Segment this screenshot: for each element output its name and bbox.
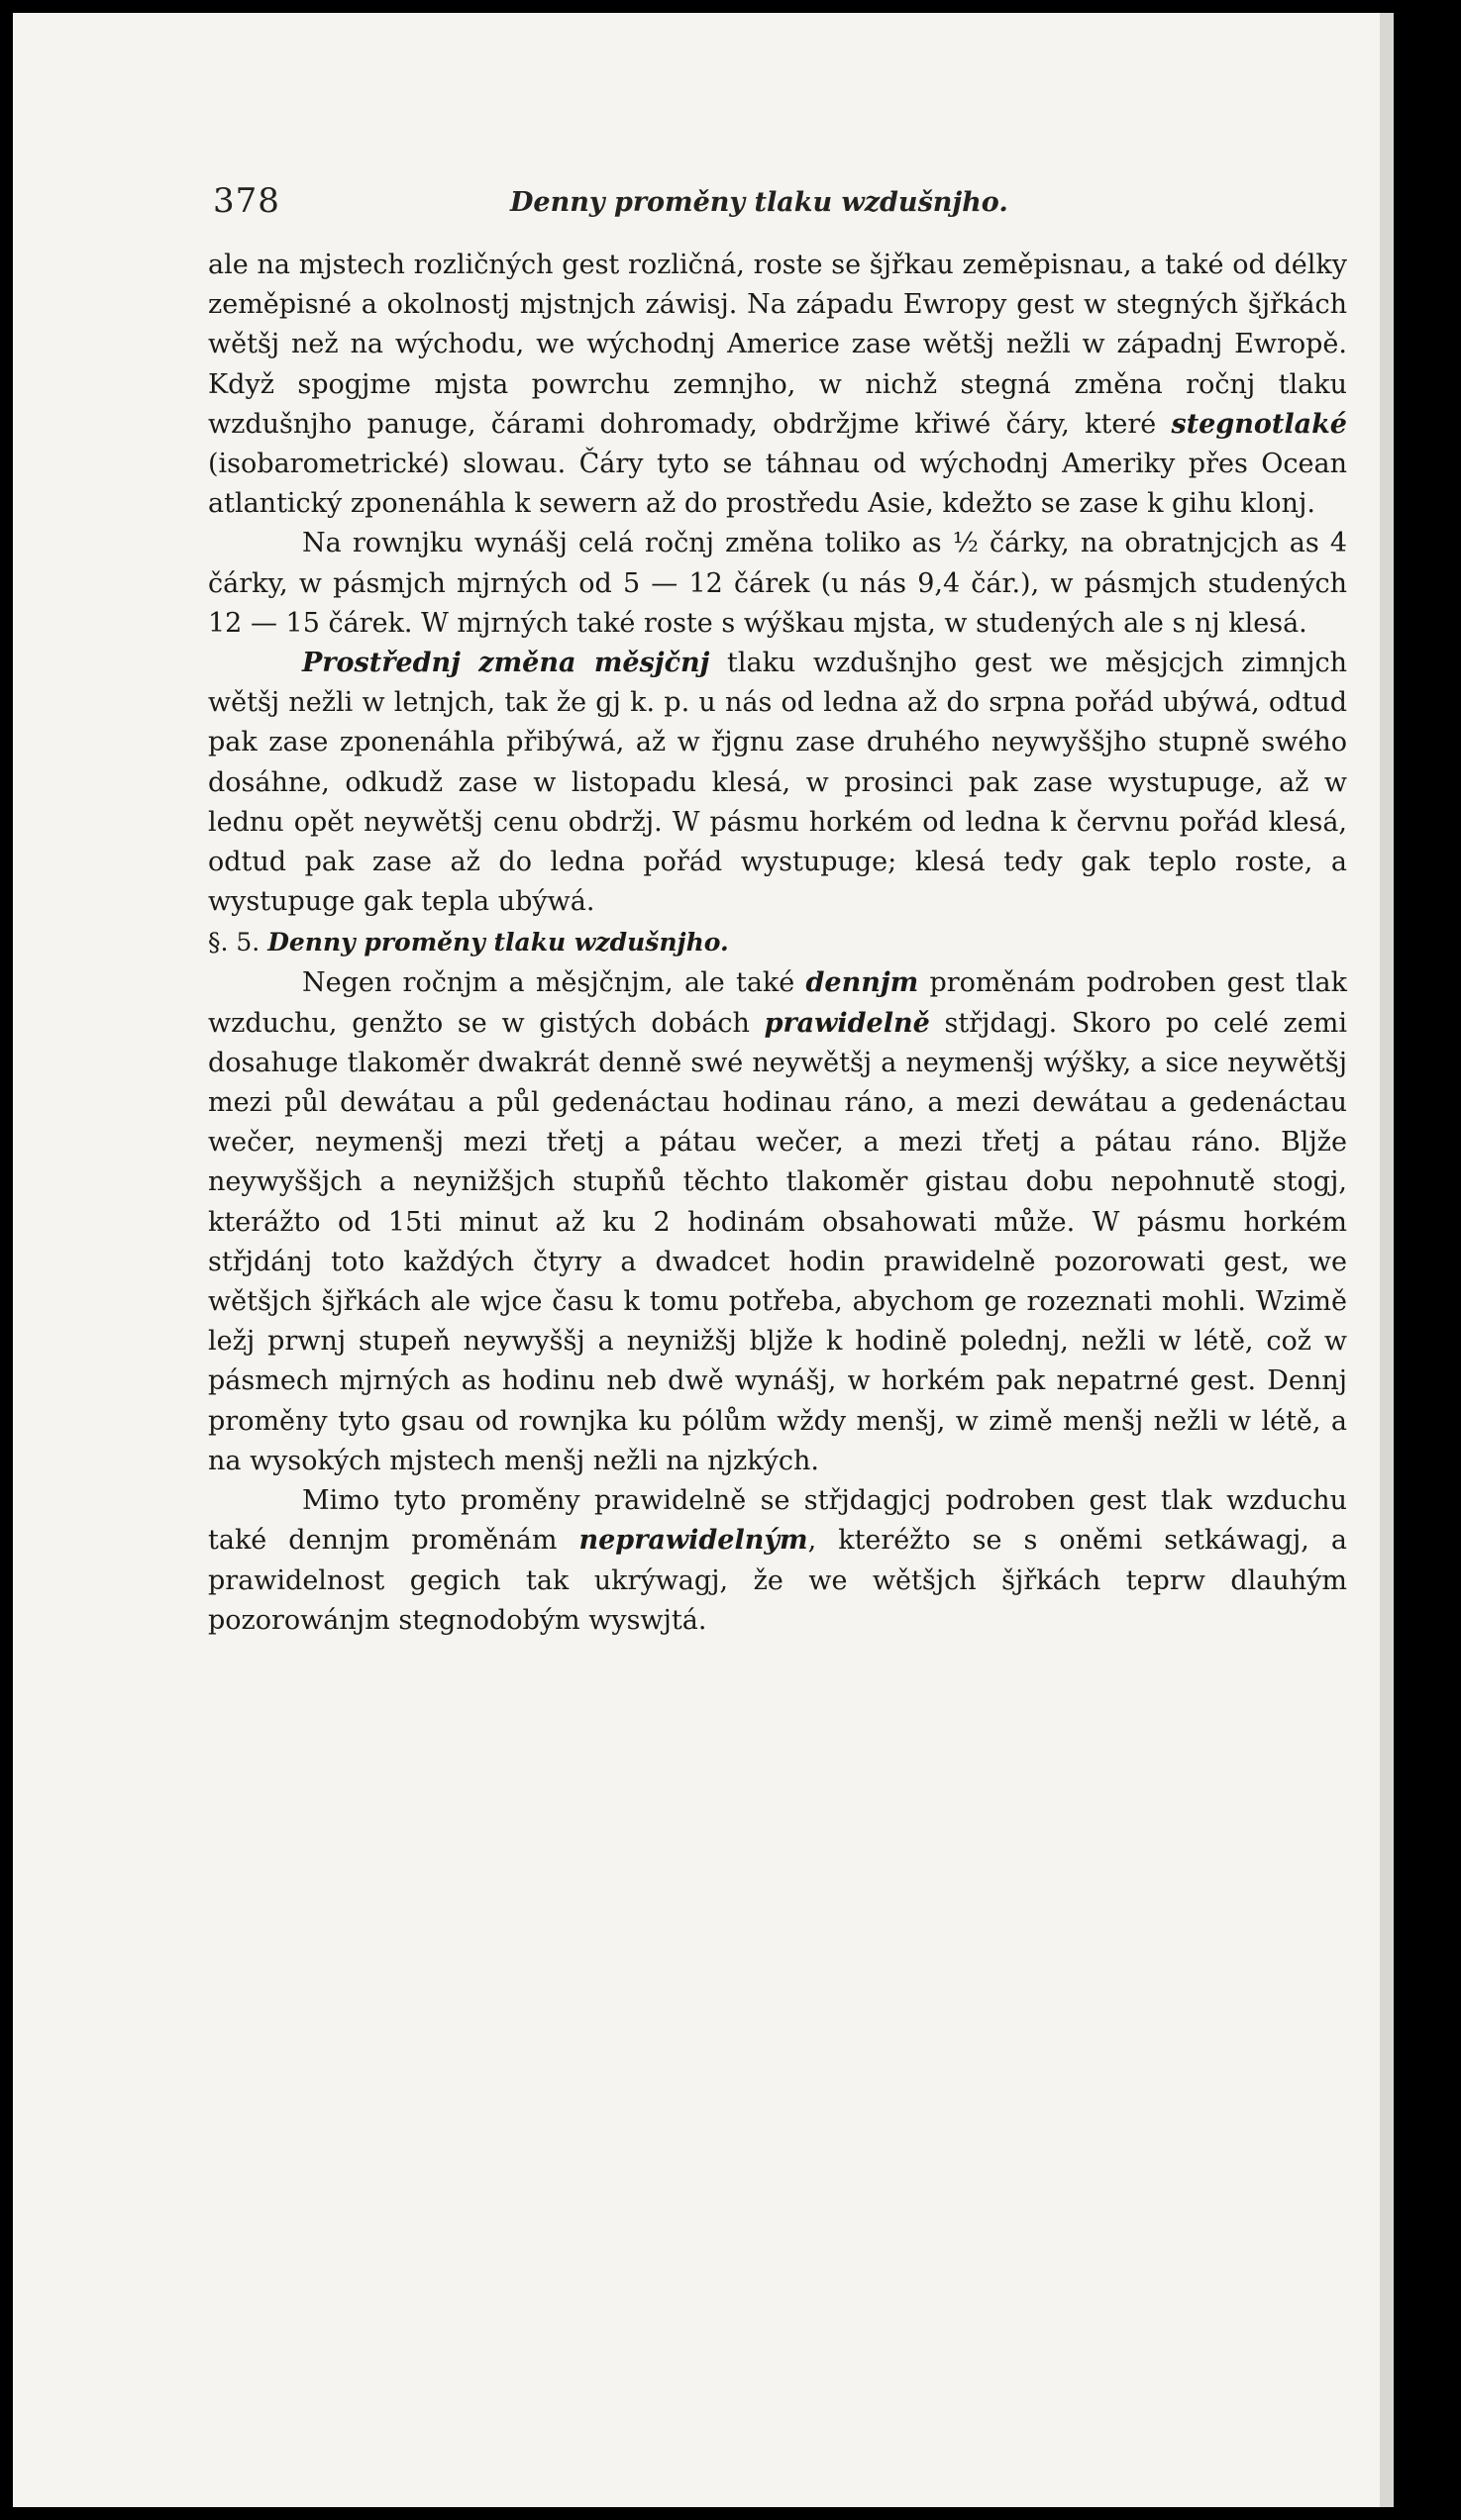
paragraph-3 — [208, 644, 1347, 922]
paragraph-1-text: ale na mjstech rozličných gest rozličná, roste se šjřkau zeměpisnau, a také od délky zeměpisné a okolnostj mjstnjch záwisj. Na západu Ewropy gest w stegných šjřkách wětšj než na wýchodu, we wýchodnj Americe zase wětšj nežli w západnj Ewropě. Když spogjme mjsta powrchu zemnjho, w nichž stegná změna ročnj tlaku wzdušnjho panuge, čárami dohromady, obdržjme křiwé čáry, které — [208, 250, 1347, 440]
paragraph-5-part-a: Mimo tyto proměny prawidelně se střjdagjcj podroben gest tlak wzduchu také dennjm proměnám — [208, 1485, 1347, 1557]
paragraph-4-part-a: Negen ročnjm a měsjčnjm, ale také — [302, 967, 795, 999]
paragraph-1 — [208, 246, 1347, 524]
emphasis-neprawidelnym: neprawidelným — [578, 1525, 808, 1557]
emphasis-stegnotlake: stegnotlaké — [1171, 408, 1347, 440]
paragraph-5 — [208, 1481, 1347, 1641]
paragraph-4-part-b: proměnám podroben gest tlak wzduchu, genžto se w gistých dobách — [208, 967, 1347, 1039]
paragraph-2: Na rownjku wynášj celá ročnj změna toliko as ½ čárky, na obratnjcjch as 4 čárky, w pásmjch mjrných od 5 — 12 čárek (u nás 9,4 čár.), w pásmjch studených 12 — 15 čárek. W mjrných také roste s wýškau mjsta, w studených ale s nj klesá. — [208, 528, 1347, 639]
paragraph-5-part-b: , kteréžto se s oněmi setkáwagj, a prawidelnost gegich tak ukrýwagj, že we wětšjch šjřkách teprw dlauhým pozorowánjm stegnodobým wyswjtá. — [208, 1525, 1347, 1636]
section-title: Denny proměny tlaku wzdušnjho. — [267, 928, 729, 958]
paragraph-3-text: tlaku wzdušnjho gest we měsjcjch zimnjch wětšj nežli w letnjch, tak že gj k. p. u nás od ledna až do srpna pořád ubýwá, odtud pak zase zponenáhla přibýwá, až w řjgnu zase druhého neywyššjho stupně swého dosáhne, odkudž zase w listopadu klesá, w prosinci pak zase wystupuge, až w lednu opět neywětšj cenu obdržj. W pásmu horkém od ledna k červnu pořád klesá, odtud pak zase až do ledna pořád wystupuge; klesá tedy gak teplo roste, a wystupuge gak tepla ubýwá. — [208, 648, 1347, 918]
page-number: 378 — [213, 181, 280, 221]
paragraph-1-end: (isobarometrické) slowau. Čáry tyto se táhnau od wýchodnj Ameriky přes Ocean atlantický zponenáhla k sewern až do prostředu Asie, kdežto se zase k gihu klonj. — [208, 449, 1347, 520]
emphasis-prawidelne: prawidelně — [764, 1007, 930, 1039]
page-edge — [1380, 13, 1394, 2507]
emphasis-prostredni-zmena: Prostřednj změna měsjčnj — [302, 648, 710, 679]
paragraph-4 — [208, 963, 1347, 1481]
paragraph-4-part-c: střjdagj. Skoro po celé zemi dosahuge tlakoměr dwakrát denně swé neywětšj a neymenšj wýšky, a sice neywětšj mezi půl dewátau a půl gedenáctau hodinau ráno, a mezi dewátau a gedenáctau wečer, neymenšj mezi třetj a pátau wečer, a mezi třetj a pátau ráno. Bljže neywyššjch a neynižšjch stupňů těchto tlakoměr gistau dobu nepohnutě stogj, kterážto od 15ti minut až ku 2 hodinám obsahowati může. W pásmu horkém střjdánj toto každých čtyry a dwadcet hodin prawidelně pozorowati gest, we wětšjch šjřkách ale wjce času k tomu potřeba, abychom ge rozeznati mohli. Wzimě ležj prwnj stupeň neywyššj a neynižšj bljže k hodině polednj, nežli w létě, což w pásmech mjrných as hodinu neb dwě wynášj, w horkém pak nepatrné gest. Dennj proměny tyto gsau od rownjka ku pólům wždy menšj, w zimě menšj nežli w létě, a na wysokých mjstech menšj nežli na njzkých. — [208, 1007, 1348, 1476]
page-header — [213, 181, 1362, 231]
emphasis-dennjm: dennjm — [805, 967, 919, 999]
text-body — [208, 246, 1347, 1641]
running-title: Denny proměny tlaku wzdušnjho. — [510, 187, 1008, 218]
section-number: §. 5. — [208, 928, 261, 958]
section-heading — [208, 922, 1347, 963]
